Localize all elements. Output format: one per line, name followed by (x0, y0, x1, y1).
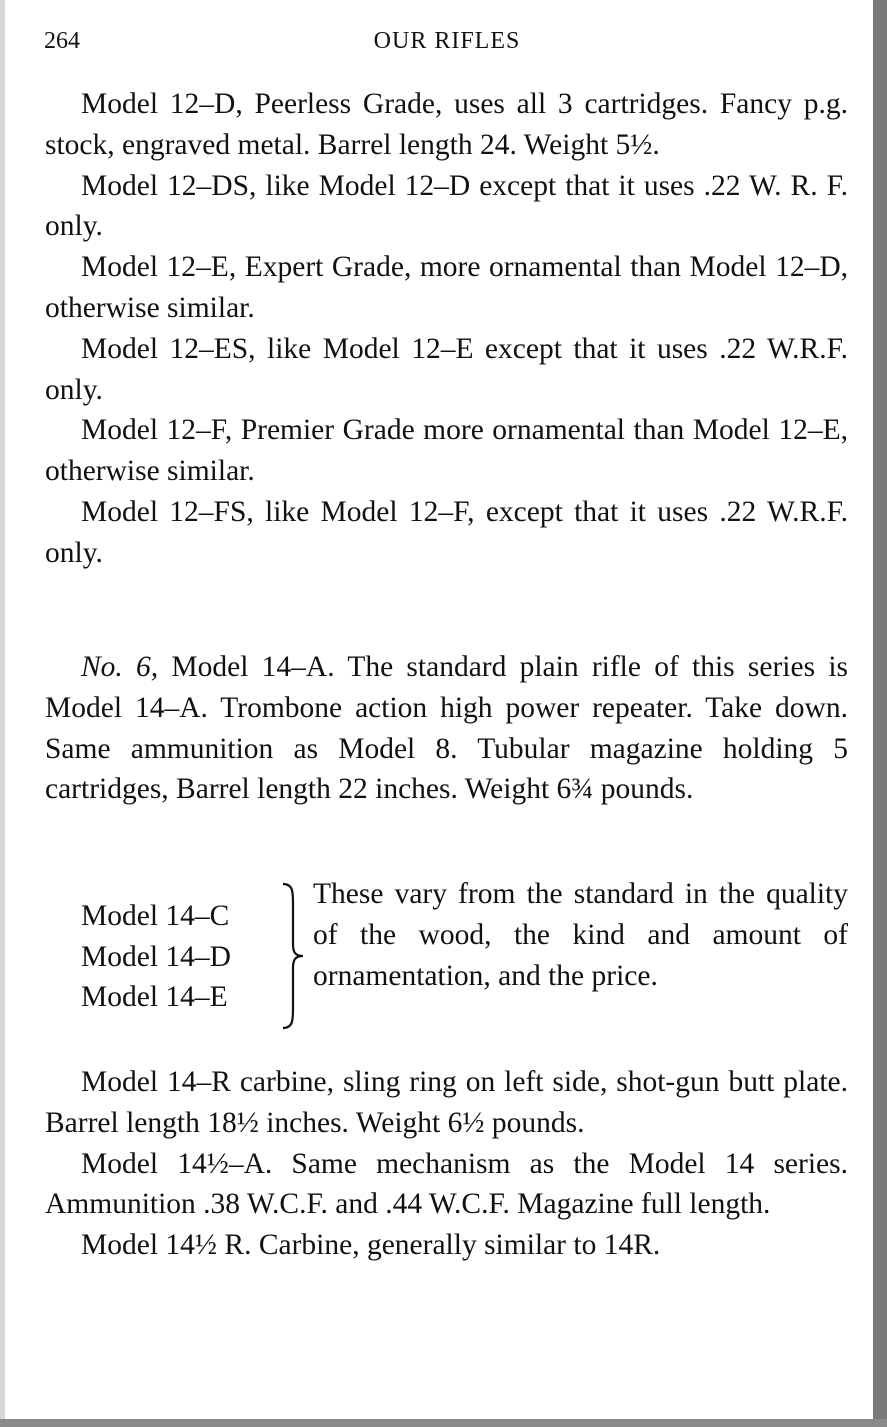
paragraph-model-12d: Model 12–D, Peerless Grade, uses all 3 cartridges. Fancy p.g. stock, engraved metal. Barrel length 24. Weight 5½. (45, 88, 848, 161)
models-list (81, 896, 231, 1018)
paragraph-model-14-half-a: Model 14½–A. Same mechanism as the Model 14 series. Ammunition .38 W.C.F. and .44 W.C.F. Magazine full length. (45, 1147, 848, 1221)
paragraph-model-12ds: Model 12–DS, like Model 12–D except that it uses .22 W. R. F. only. (45, 169, 848, 243)
model-14e-label: Model 14–E (81, 981, 228, 1013)
scan-edge-bottom (0, 1419, 887, 1427)
scan-edge-right (873, 0, 887, 1427)
page-header (44, 24, 850, 64)
model-14a-section (45, 647, 848, 810)
variants-description: These vary from the standard in the quality of the wood, the kind and amount of ornamentation, and the price. (313, 878, 848, 992)
model-14-variants-bracket (45, 874, 848, 1044)
paragraph-model-14-half-r: Model 14½ R. Carbine, generally similar to 14R. (81, 1229, 661, 1262)
model-12-section (45, 84, 848, 574)
no6-label: No. 6, (81, 651, 159, 683)
model-14r-section (45, 1062, 848, 1266)
no6-text: Model 14–A. The standard plain rifle of this series is Model 14–A. Trombone action high power repeater. Take down. Same ammunition as Model 8. Tubular magazine holding 5 cartridges, Barrel length 22 inches. Weight 6¾ pounds. (45, 651, 848, 806)
page-number: 264 (44, 28, 80, 54)
scan-edge-left (0, 0, 5, 1427)
paragraph-model-12es: Model 12–ES, like Model 12–E except that it uses .22 W.R.F. only. (45, 332, 848, 406)
paragraph-model-12e: Model 12–E, Expert Grade, more ornamental than Model 12–D, otherwise similar. (45, 251, 848, 324)
right-brace-icon (281, 882, 305, 1030)
paragraph-model-12f: Model 12–F, Premier Grade more ornamental than Model 12–E, otherwise similar. (45, 414, 848, 488)
model-14c-label: Model 14–C (81, 900, 230, 932)
running-title: OUR RIFLES (373, 28, 521, 54)
paragraph-model-12fs: Model 12–FS, like Model 12–F, except that it uses .22 W.R.F. only. (45, 495, 848, 569)
paragraph-no6-model-14a (45, 647, 848, 810)
paragraph-model-14r: Model 14–R carbine, sling ring on left side, shot-gun butt plate. Barrel length 18½ inches. Weight 6½ pounds. (45, 1066, 848, 1139)
model-14d-label: Model 14–D (81, 940, 231, 973)
